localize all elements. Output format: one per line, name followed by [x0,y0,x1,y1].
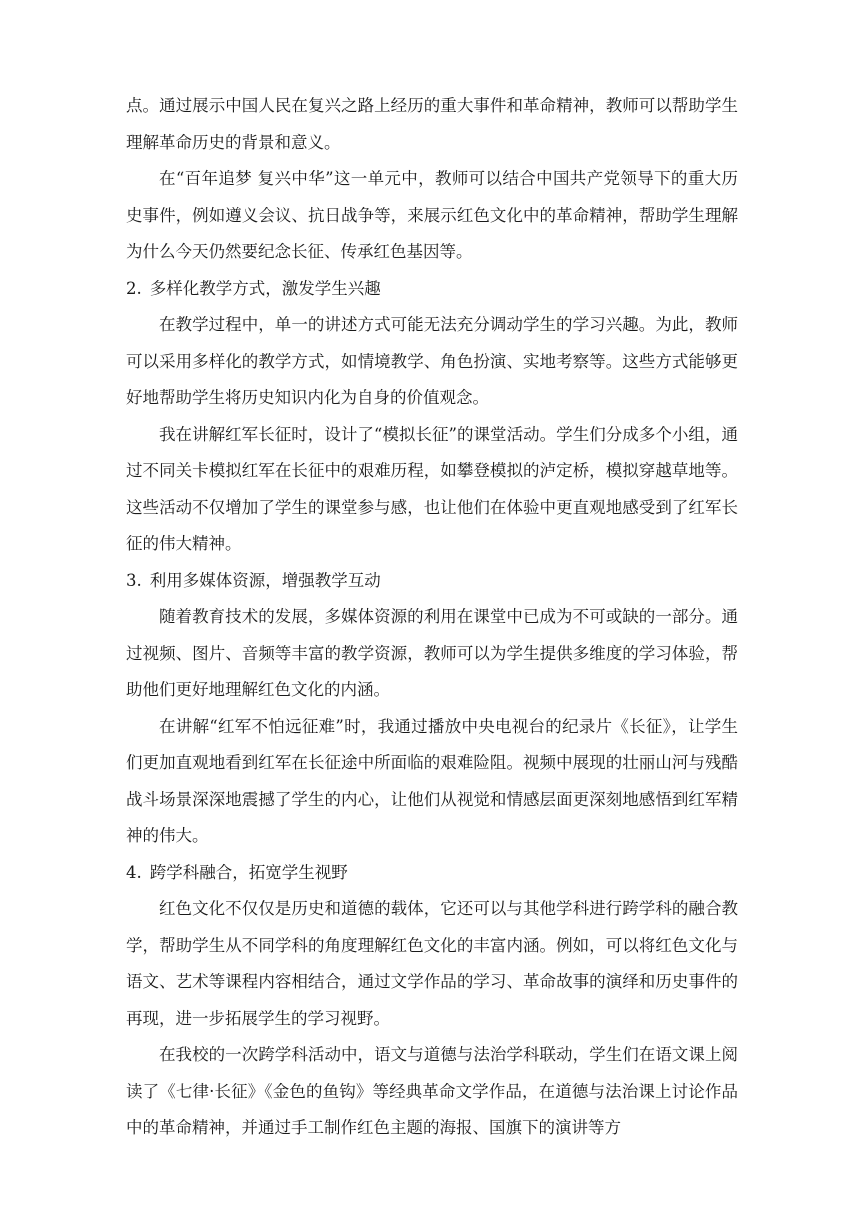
section-heading-4 [126,855,738,892]
section-number: 3. [126,570,142,590]
section-number: 4. [126,862,142,882]
section-heading-3 [126,563,738,600]
paragraph-long-march-activity: 我在讲解红军长征时，设计了“模拟长征”的课堂活动。学生们分成多个小组，通过不同关卡模拟红军在长征中的艰难历程，如攀登模拟的泸定桥，模拟穿越草地等。这些活动不仅增加了学生的课堂参与感，也让他们在体验中更直观地感受到了红军长征的伟大精神。 [126,424,738,553]
paragraph-multimedia: 随着教育技术的发展，多媒体资源的利用在课堂中已成为不可或缺的一部分。通过视频、图片、音频等丰富的教学资源，教师可以为学生提供多维度的学习体验，帮助他们更好地理解红色文化的内涵。 [126,607,738,699]
section-number: 2. [126,278,142,298]
section-title: 跨学科融合，拓宽学生视野 [149,862,348,882]
paragraph-school-activity: 在我校的一次跨学科活动中，语文与道德与法治学科联动，学生们在语文课上阅读了《七律·长征》《金色的鱼钩》等经典革命文学作品，在道德与法治课上讨论作品中的革命精神，并通过手工制作红色主题的海报、国旗下的演讲等方 [126,1045,738,1137]
section-title: 多样化教学方式，激发学生兴趣 [149,278,381,298]
paragraph-continuation: 点。通过展示中国人民在复兴之路上经历的重大事件和革命精神，教师可以帮助学生理解革命历史的背景和意义。 [126,96,738,152]
section-heading-2 [126,271,738,308]
paragraph-documentary: 在讲解“红军不怕远征难”时，我通过播放中央电视台的纪录片《长征》，让学生们更加直观地看到红军在长征途中所面临的艰难险阻。视频中展现的壮丽山河与残酷战斗场景深深地震撼了学生的内心，让他们从视觉和情感层面更深刻地感悟到红军精神的伟大。 [126,716,738,845]
paragraph-interdisciplinary: 红色文化不仅仅是历史和道德的载体，它还可以与其他学科进行跨学科的融合教学，帮助学生从不同学科的角度理解红色文化的丰富内涵。例如，可以将红色文化与语文、艺术等课程内容相结合，通过文学作品的学习、革命故事的演绎和历史事件的再现，进一步拓展学生的学习视野。 [126,899,738,1028]
paragraph-unit-example: 在“百年追梦 复兴中华”这一单元中，教师可以结合中国共产党领导下的重大历史事件，例如遵义会议、抗日战争等，来展示红色文化中的革命精神，帮助学生理解为什么今天仍然要纪念长征、传承红色基因等。 [126,169,738,261]
section-title: 利用多媒体资源，增强教学互动 [149,570,381,590]
document-body [126,88,738,1147]
paragraph-teaching-methods: 在教学过程中，单一的讲述方式可能无法充分调动学生的学习兴趣。为此，教师可以采用多样化的教学方式，如情境教学、角色扮演、实地考察等。这些方式能够更好地帮助学生将历史知识内化为自身的价值观念。 [126,315,738,407]
